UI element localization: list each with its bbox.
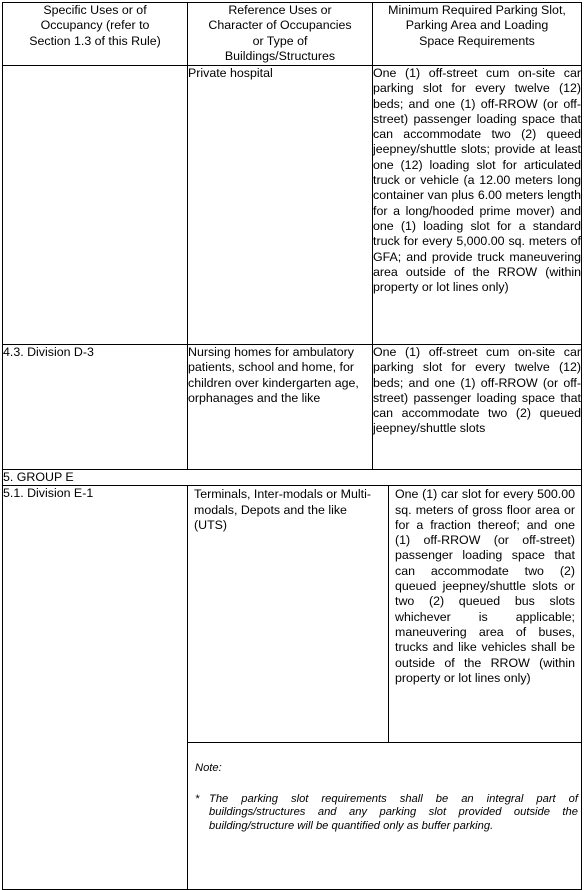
note-label: Note:	[195, 762, 222, 775]
header-line: Section 1.3 of this Rule)	[29, 33, 161, 48]
header-line: Reference Uses or	[228, 3, 332, 17]
division-e1-cell	[188, 486, 582, 890]
header-minimum-requirements	[373, 3, 582, 66]
header-line: Specific Uses or of	[43, 3, 147, 17]
table-row	[3, 486, 582, 890]
note-block	[195, 762, 578, 833]
column-divider	[388, 486, 389, 742]
division-e1-content	[188, 486, 581, 889]
use-cell: 5.1. Division E-1	[3, 486, 188, 890]
parking-requirements-table	[2, 2, 582, 890]
header-specific-uses	[3, 3, 188, 66]
table-row	[3, 66, 582, 345]
header-line: Occupancy (refer to	[40, 18, 150, 33]
reference-cell: Nursing homes for ambulatory patients, school and home, for children over kindergarten age, orphanages and the like	[188, 345, 373, 470]
use-cell	[3, 66, 188, 345]
table-row	[3, 345, 582, 470]
use-cell: 4.3. Division D-3	[3, 345, 188, 470]
header-line: or Type of	[252, 33, 308, 48]
reference-cell: Private hospital	[188, 66, 373, 345]
header-line: Buildings/Structures	[224, 48, 336, 63]
header-line: Parking Area and Loading	[405, 18, 549, 33]
note-item	[195, 793, 578, 833]
requirement-cell: One (1) off-street cum on-site car parking slot for every twelve (12) beds; and one (1) off-RROW (or off-street) passenger loading space that can accommodate two (2) queed jeepney/shuttle slots; provide at least one (12) loading slot for articulated truck or vehicle (a 12.00 meters long container van plus 6.00 meters length for a long/hooded prime mover) and one (1) loading slot for a standard truck for every 5,000.00 sq. meters of GFA; and provide truck maneuvering area outside of the RROW (within property or lot lines only)	[373, 66, 582, 345]
requirement-cell: One (1) off-street cum on-site car parking slot for every twelve (12) beds; and one (1) off-RROW (or off-street) passenger loading space that can accommodate two (2) queued jeepney/shuttle slots	[373, 345, 582, 470]
group-row	[3, 470, 582, 486]
note-text: The parking slot requirements shall be an integral part of buildings/structures and any parking slot provided outside the building/structure will be quantified only as buffer parking.	[209, 792, 578, 832]
note-bullet: *	[195, 792, 200, 805]
reference-cell	[194, 487, 384, 533]
group-heading: 5. GROUP E	[3, 470, 582, 486]
row-divider	[188, 742, 581, 743]
header-line: Space Requirements	[419, 33, 535, 48]
header-line: Minimum Required Parking Slot,	[388, 3, 566, 17]
reference-code: (UTS)	[194, 517, 228, 532]
table-header-row	[3, 3, 582, 66]
requirement-cell: One (1) car slot for every 500.00 sq. meters of gross floor area or for a fraction thereof; and one (1) off-RROW (or off-street) passenger loading space that can accommodate two (2) queued jeepney/shuttle slots or two (2) queued bus slots whichever is applicable; maneuvering area of buses, trucks and like vehicles shall be outside of the RROW (within property or lot lines only)	[395, 487, 575, 685]
header-reference-uses	[188, 3, 373, 66]
header-line: Character of Occupancies	[208, 18, 352, 33]
reference-text: Terminals, Inter-modals or Multi-modals, Depots and the like	[194, 487, 371, 517]
